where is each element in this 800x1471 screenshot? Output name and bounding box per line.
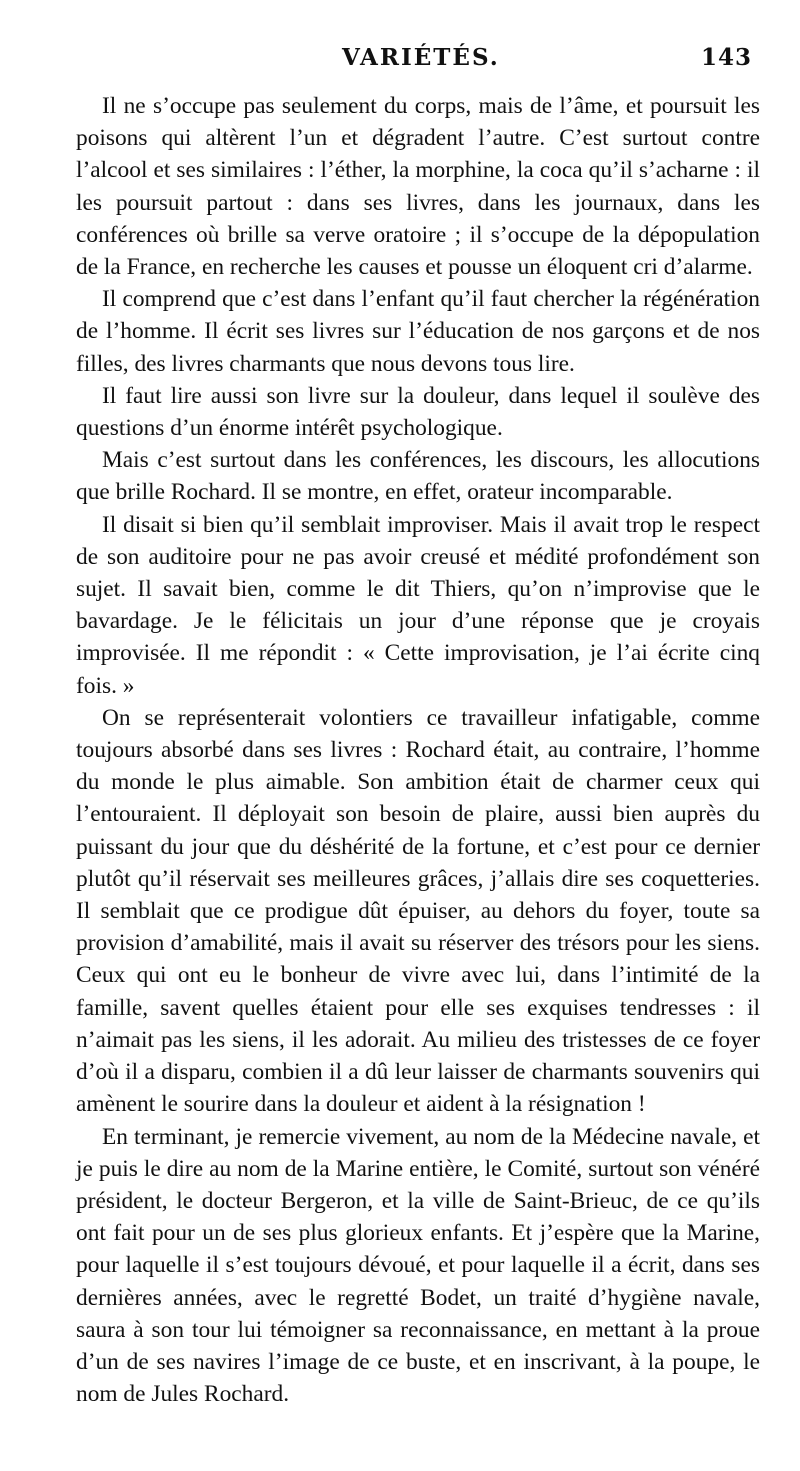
paragraph: Il ne s’occupe pas seulement du corps, mais de l’âme, et poursuit les poisons qui altèrent l’un et dégradent l’autre. C’est surtout contre l’alcool et ses similaires : l’éther, la morphine, la coca qu’il s’acharne : il les poursuit partout : dans ses livres, dans les journaux, dans les conférences où brille sa verve oratoire ; il s’occupe de la dépopulation de la France, en recherche les causes et pousse un éloquent cri d’alarme. bbox=[76, 93, 760, 281]
page-number: 143 bbox=[700, 44, 752, 71]
paragraph: On se représenterait volontiers ce travailleur infatigable, comme toujours absorbé dans ses livres : Rochard était, au contraire, l’homme du monde le plus aimable. Son ambition était de charmer ceux qui l’entouraient. Il déployait son besoin de plaire, aussi bien auprès du puissant du jour que du déshérité de la fortune, et c’est pour ce dernier plutôt qu’il réservait ses meilleures grâces, j’allais dire ses coquetteries. Il semblait que ce prodigue dût épuiser, au dehors du foyer, toute sa provision d’amabilité, mais il avait su réserver des trésors pour les siens. Ceux qui ont eu le bonheur de vivre avec lui, dans l’intimité de la famille, savent quelles étaient pour elle ses exquises tendresses : il n’aimait pas les siens, il les adorait. Au milieu des tristesses de ce foyer d’où il a disparu, combien il a dû leur laisser de charmants souvenirs qui amènent le sourire dans la douleur et aident à la résignation ! bbox=[76, 704, 760, 1118]
paragraph: Mais c’est surtout dans les conférences, les discours, les allocutions que brille Rochard. Il se montre, en effet, orateur incomparable. bbox=[76, 447, 760, 506]
paragraph: Il comprend que c’est dans l’enfant qu’il faut chercher la régénération de l’homme. Il écrit ses livres sur l’éducation de nos garçons et de nos filles, des livres charmants que nous devons tous lire. bbox=[76, 286, 760, 377]
paragraph: Il disait si bien qu’il semblait improviser. Mais il avait trop le respect de son auditoire pour ne pas avoir creusé et médité profondément son sujet. Il savait bien, comme le dit Thiers, qu’on n’improvise que le bavardage. Je le félicitais un jour d’une réponse que je croyais improvisée. Il me répondit : « Cette improvisation, je l’ai écrite cinq fois. » bbox=[76, 511, 760, 699]
paragraph: En terminant, je remercie vivement, au nom de la Médecine navale, et je puis le dire au nom de la Marine entière, le Comité, surtout son vénéré président, le docteur Bergeron, et la ville de Saint-Brieuc, de ce qu’ils ont fait pour un de ses plus glorieux enfants. Et j’espère que la Marine, pour laquelle il s’est toujours dévoué, et pour laquelle il a écrit, dans ses dernières années, avec le regretté Bodet, un traité d’hygiène navale, saura à son tour lui témoigner sa reconnaissance, en mettant à la proue d’un de ses navires l’image de ce buste, et en inscrivant, à la poupe, le nom de Jules Rochard. bbox=[76, 1123, 760, 1408]
body-text bbox=[76, 90, 760, 1410]
paragraph: Il faut lire aussi son livre sur la douleur, dans lequel il soulève des questions d’un énorme intérêt psychologique. bbox=[76, 382, 760, 442]
running-title: VARIÉTÉS. bbox=[342, 44, 500, 71]
running-header bbox=[76, 44, 760, 84]
